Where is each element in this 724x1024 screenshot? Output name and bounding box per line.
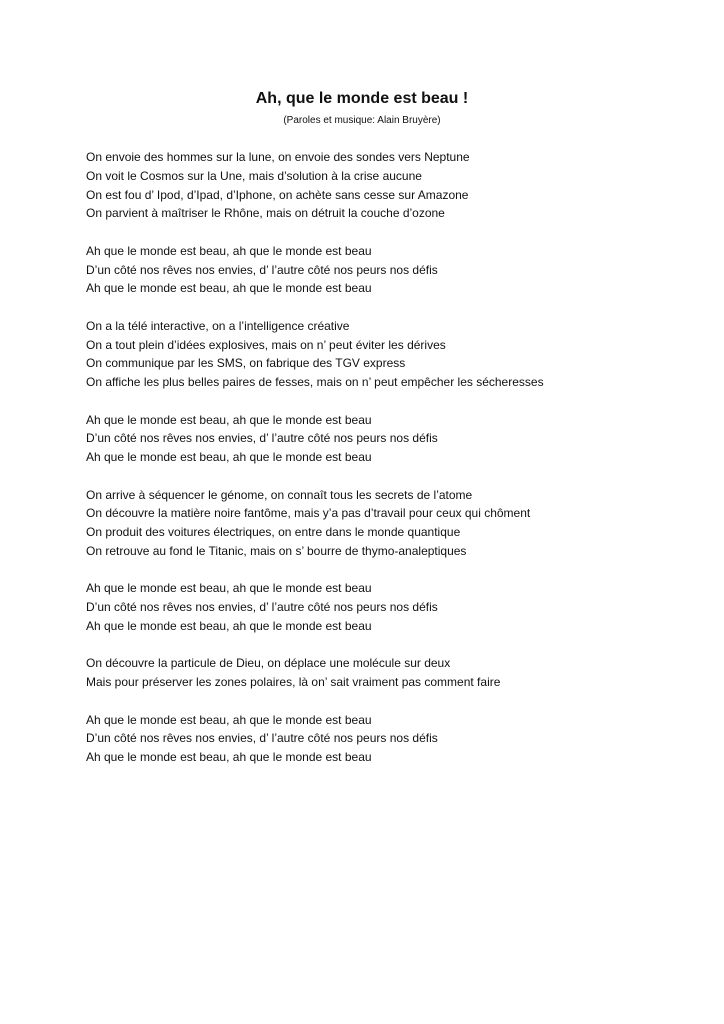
lyric-line: Ah que le monde est beau, ah que le monde est beau bbox=[86, 618, 372, 633]
lyric-line: On voit le Cosmos sur la Une, mais d’solution à la crise aucune bbox=[86, 168, 422, 183]
lyric-line: On découvre la matière noire fantôme, mais y’a pas d’travail pour ceux qui chôment bbox=[86, 506, 531, 521]
lyric-line: On communique par les SMS, on fabrique des TGV express bbox=[86, 356, 406, 371]
lyric-line: D’un côté nos rêves nos envies, d’ l’autre côté nos peurs nos défis bbox=[86, 600, 438, 614]
lyric-line: On a tout plein d’idées explosives, mais on n’ peut éviter les dérives bbox=[86, 337, 446, 352]
lyric-line: Ah que le monde est beau, ah que le monde est beau bbox=[86, 450, 372, 464]
lyric-line: Ah que le monde est beau, ah que le monde est beau bbox=[86, 243, 372, 258]
lyric-line: Ah que le monde est beau, ah que le monde est beau bbox=[86, 581, 372, 596]
stanza-chorus-1 bbox=[86, 242, 706, 298]
stanza-verse-2 bbox=[86, 317, 706, 392]
stanza-chorus-2 bbox=[86, 411, 706, 467]
stanza-verse-3 bbox=[86, 486, 706, 561]
lyric-line: On produit des voitures électriques, on entre dans le monde quantique bbox=[86, 525, 461, 539]
stanza-chorus-3 bbox=[86, 579, 706, 635]
lyric-line: On envoie des hommes sur la lune, on envoie des sondes vers Neptune bbox=[86, 150, 470, 164]
lyric-line: Ah que le monde est beau, ah que le monde est beau bbox=[86, 712, 372, 727]
lyric-line: On arrive à séquencer le génome, on connaît tous les secrets de l’atome bbox=[86, 487, 473, 502]
lyric-line: On découvre la particule de Dieu, on déplace une molécule sur deux bbox=[86, 656, 451, 671]
stanza-chorus-4 bbox=[86, 711, 706, 767]
lyric-line: D’un côté nos rêves nos envies, d’ l’autre côté nos peurs nos défis bbox=[86, 731, 438, 746]
lyrics-body bbox=[86, 148, 706, 786]
song-credits: (Paroles et musique: Alain Bruyère) bbox=[283, 115, 441, 126]
lyric-line: D’un côté nos rêves nos envies, d’ l’autre côté nos peurs nos défis bbox=[86, 431, 438, 446]
lyric-line: Ah que le monde est beau, ah que le monde est beau bbox=[86, 281, 372, 296]
lyric-line: On est fou d’ Ipod, d’Ipad, d’Iphone, on achète sans cesse sur Amazone bbox=[86, 187, 469, 202]
lyric-line: On affiche les plus belles paires de fesses, mais on n’ peut empêcher les sécheresses bbox=[86, 375, 544, 389]
stanza-verse-1 bbox=[86, 148, 706, 223]
lyric-line: On a la télé interactive, on a l’intelligence créative bbox=[86, 318, 350, 333]
lyric-line: Mais pour préserver les zones polaires, là on’ sait vraiment pas comment faire bbox=[86, 675, 501, 689]
song-title: Ah, que le monde est beau ! bbox=[255, 90, 469, 107]
lyric-line: On retrouve au fond le Titanic, mais on s’ bourre de thymo-analeptiques bbox=[86, 543, 467, 558]
lyric-line: On parvient à maîtriser le Rhône, mais on détruit la couche d’ozone bbox=[86, 206, 445, 221]
lyric-line: Ah que le monde est beau, ah que le monde est beau bbox=[86, 412, 372, 427]
stanza-verse-4 bbox=[86, 654, 706, 692]
lyric-line: D’un côté nos rêves nos envies, d’ l’autre côté nos peurs nos défis bbox=[86, 262, 438, 277]
lyric-line: Ah que le monde est beau, ah que le monde est beau bbox=[86, 750, 372, 764]
